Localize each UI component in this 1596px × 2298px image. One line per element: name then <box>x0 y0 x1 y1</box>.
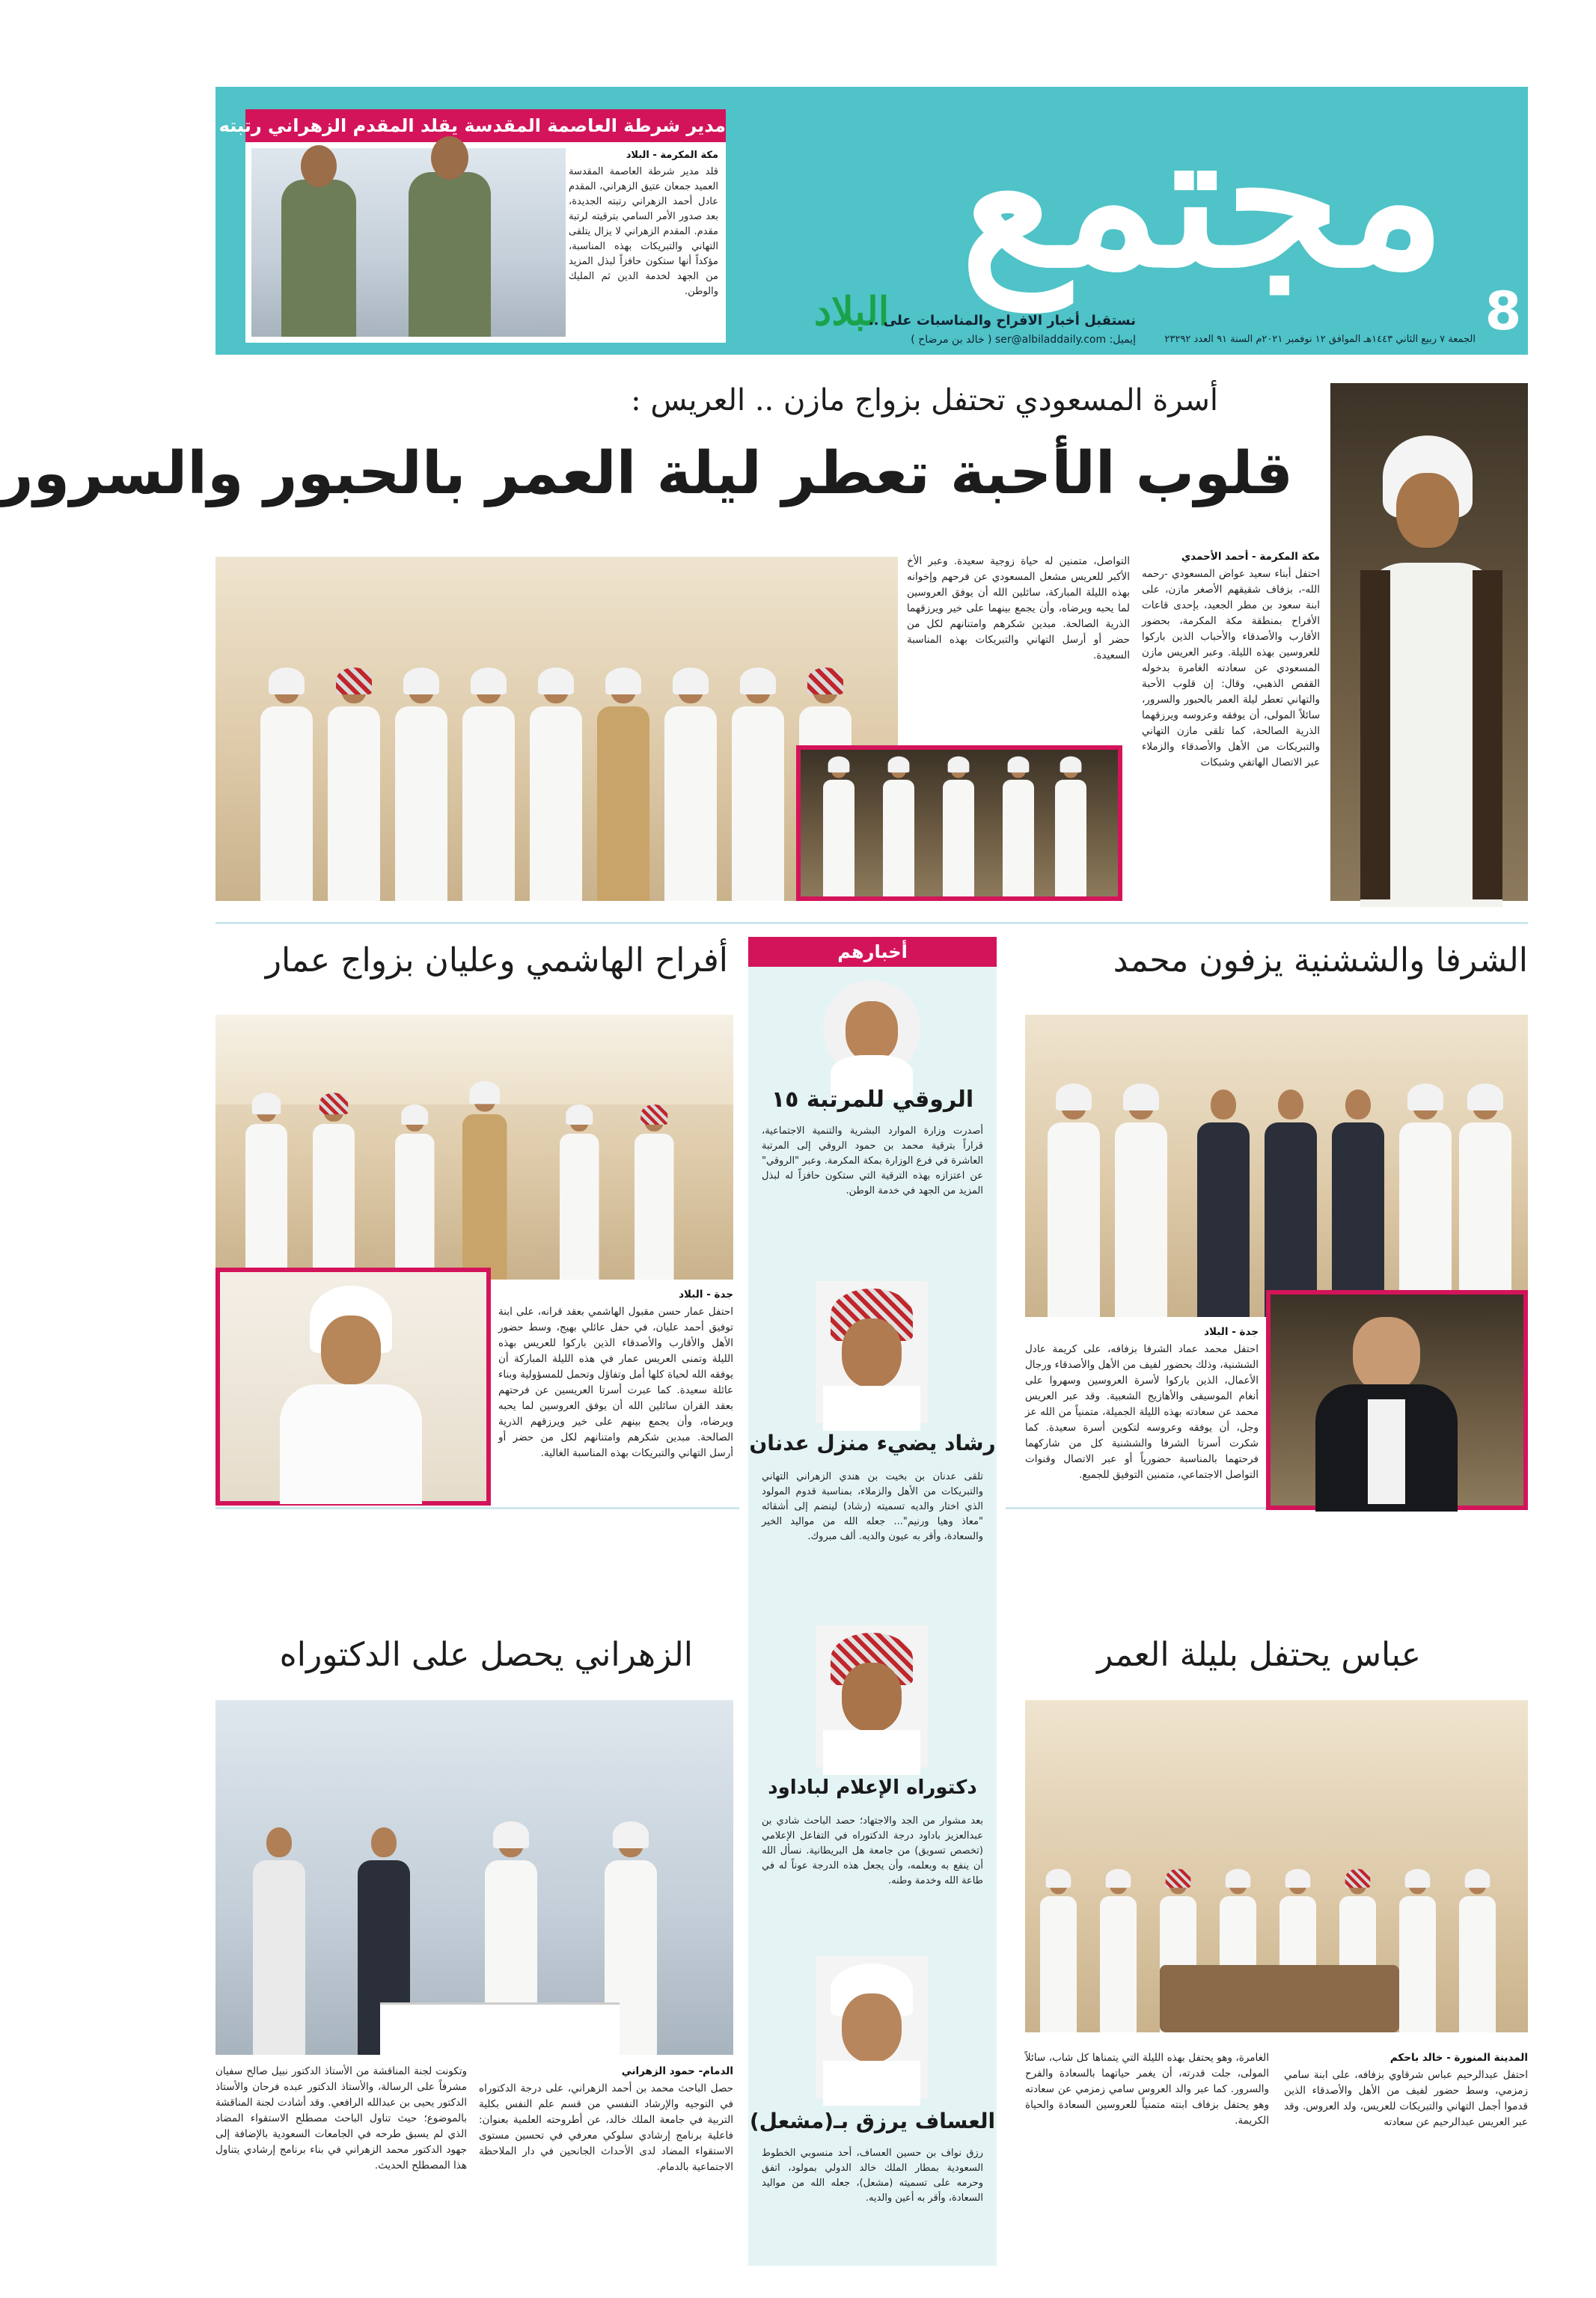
zahrani-body-left: وتكونت لجنة المناقشة من الأستاذ الدكتور نبيل صالح سفيان مشرفاً على الرسالة، والأستاذ الدكتور عبده فرحان والأستاذ الدكتور يحيى بن عبدالله الرافعي. وقد أشادت لجنة المناقشة بالموضوع؛ حيث تناول الباحث مصطلح الاستقواء المضاد الذي لم يسبق طرحه في الجامعات السعودية بالإضافة إلى جهود الدكتور محمد الزهراني في بناء برنامج إرشادي يتناول هذا المصطلح الحديث. <box>215 2065 467 2172</box>
lead-text-left <box>907 554 1130 664</box>
lead-byline: مكة المكرمة - أحمد الأحمدي <box>1181 551 1320 563</box>
news-item-1-photo <box>823 980 920 1078</box>
zahrani-body-right: حصل الباحث محمد بن أحمد الزهراني، على درجة الدكتوراه في التوجيه والإرشاد النفسي من قسم علم النفس بكلية التربية في جامعة الملك خالد، عن أطروحته العلمية بعنوان: فاعلية برنامج إرشادي سلوكي معرفي في تحسين مستوى الاستقواء المضاد لدى الأحداث الجانحين في دار الملاحظة الاجتماعية بالدمام. <box>479 2082 733 2173</box>
zahrani-group-photo <box>215 1700 733 2055</box>
section-divider <box>215 922 1528 924</box>
lead-body-left: التواصل، متمنين له حياة زوجية سعيدة. وعبر الأخ الأكبر للعريس مشعل المسعودي عن فرحهم وإخوانه بهذه الليلة المباركة، سائلين الله أن يوفق العروسين لما يحبه ويرضاه، وأن يجمع بينهما على خير ويرزقهما الذرية الصالحة. مبدين شكرهم وامتنانهم لكل من حضر أو أرسل التهاني والتبريكات بهذه المناسبة السعيدة. <box>907 555 1130 661</box>
sharafa-text <box>1025 1324 1259 1483</box>
section-divider <box>215 1507 739 1509</box>
news-item-2-photo <box>816 1281 928 1423</box>
hashemi-headline: أفراح الهاشمي وعليان بزواج عمار <box>265 941 728 980</box>
abbas-body-right: احتفل عبدالرحيم عباس شرقاوي بزفافه، على ابنة سامي زمزمي، وسط حضور لفيف من الأهل والأصدقاء الذين قدموا أجمل التهاني والتبريكات للعريس، ولد العروس. وقد عبر العريس عبدالرحيم عن سعادته <box>1284 2069 1528 2128</box>
news-item-2-title: رشاد يضيء منزل عدنان <box>749 1431 996 1455</box>
hashemi-text <box>498 1287 733 1461</box>
abbas-group-photo <box>1025 1700 1528 2032</box>
brand-logo: البلاد <box>814 289 890 334</box>
lead-text-right <box>1142 549 1320 771</box>
email-line: إيميل: ser@albiladdaily.com ( خالد بن مرضاح ) <box>911 334 1136 346</box>
page-number: 8 <box>1485 281 1522 342</box>
zahrani-text-left <box>215 2064 467 2174</box>
zahrani-text-right <box>479 2064 733 2175</box>
hashemi-group-photo <box>215 1015 733 1280</box>
news-item-1-title: الروقي للمرتبة ١٥ <box>771 1087 974 1113</box>
hashemi-inset-photo <box>220 1272 486 1501</box>
tagline: نستقبل أخبار الافراح والمناسبات على .. <box>868 313 1136 328</box>
dateline: الجمعة ٧ ربيع الثاني ١٤٤٣هـ الموافق ١٢ نوفمبر ٢٠٢١م السنة ٩١ العدد ٢٣٢٩٢ <box>1164 334 1476 345</box>
abbas-text-left <box>1025 2050 1269 2129</box>
top-news-headline: مدير شرطة العاصمة المقدسة يقلد المقدم الزهراني رتبته الجديدة <box>245 109 726 142</box>
top-news-text <box>569 148 718 299</box>
top-news-photo <box>251 148 566 337</box>
news-item-4-body: رزق نواف بن حسين العساف، أحد منسوبي الخطوط السعودية بمطار الملك خالد الدولي بمولود، اتفق وحرمه على تسميته (مشعل)، جعله الله من مواليد السعادة، وأقر به أعين والديه. <box>762 2148 983 2204</box>
top-news-box <box>148 109 726 343</box>
sharafa-body: احتفل محمد عماد الشرفا بزفافه، على كريمة عادل الششنية، وذلك بحضور لفيف من الأهل والأصدقاء ورجال الأعمال، الذين باركوا لأسرة العروسين وسهروا على أنغام الموسيقى والأهازيج الشعبية. وقد عبر العريس محمد عن سعادته بهذه الليلة الجميلة، متمنياً من الله عز وجل، أن يوفقه وعروسه لتكوين أسرة سعيدة. كما شكرت أسرتا الشرفا والششنية كل من شاركهما فرحتهما بالمناسبة حضورياً أو عبر الاتصال وقنوات التواصل الاجتماعي، متمنين التوفيق للجميع. <box>1025 1343 1259 1481</box>
sharafa-inset-photo <box>1271 1295 1523 1506</box>
sharafa-byline: جدة - البلاد <box>1204 1326 1259 1338</box>
lead-body-right: احتفل أبناء سعيد عواض المسعودي -رحمه الله-، بزفاف شقيقهم الأصغر مازن، على ابنة سعود بن مطر الجعيد، بإحدى قاعات الأفراح بمنطقة مكة المكرمة، بحضور الأقارب والأصدقاء والأحباب الذين باركوا للعروسين بهذه الليلة. وعبر العريس مازن المسعودي عن سعادته الغامرة بدخوله القفص الذهبي، وقال: إن قلوب الأحبة والتهاني تعطر ليلة العمر بالحبور والسرور، سائلاً المولى، أن يوفقه وعروسه ويرزقهما الذرية الصالحة، كما تلقى مازن التهاني والتبريكات من الأهل والأصدقاء والزملاء عبر الاتصال الهاتفي وشبكات <box>1142 568 1320 768</box>
section-title: مجتمع <box>960 89 1446 309</box>
news-column-label: أخبارهم <box>748 937 997 967</box>
zahrani-byline: الدمام- حمود الزهراني <box>621 2065 733 2077</box>
abbas-body-left: الغامرة، وهو يحتفل بهذه الليلة التي يتمناها كل شاب، سائلاً المولى، جلت قدرته، أن يغمر حياتهما بالسعادة والفرح والسرور. كما عبر والد العروس سامي زمزمي عن سعادته وهو يحتفل بزفاف ابنته متمنياً للعروسين السعادة والحياة الكريمة. <box>1025 2052 1269 2127</box>
sharafa-group-photo <box>1025 1015 1528 1317</box>
hashemi-body: احتفل عمار حسن مقبول الهاشمي بعقد قرانه، على ابنة توفيق أحمد عليان، في حفل عائلي بهيج، وسط حضور الأهل والأقارب والأصدقاء الذين باركوا للعريس بهذه الليلة وتمنى العريس عمار في هذه الليلة المباركة أن يوفقه الله لحياة كلها أمل وتفاؤل وتحمل للمسؤولية وبناء عائلة سعيدة. كما عبرت أسرتا العريسين عن فرحتهم بعقد القران سائلين الله أن يوفق العروسين لما يحبه ويرضاه، وأن يجمع بينهم على خير ويرزقهم الذرية الصالحة. مبدين شكرهم وامتنانهم لكل من حضر أو أرسل التهاني والتبريكات بهذه المناسبة الغالية. <box>498 1306 733 1459</box>
news-item-1-body: أصدرت وزارة الموارد البشرية والتنمية الاجتماعية، قراراً بترقية محمد بن حمود الروقي إلى المرتبة العاشرة في فرع الوزارة بمكة المكرمة. وعبر "الروقي" عن اعتزازه بهذه الترقية التي ستكون حافزاً له لبذل المزيد من الجهد في خدمة الوطن. <box>762 1125 983 1197</box>
abbas-text-right <box>1284 2050 1528 2130</box>
top-news-body: قلد مدير شرطة العاصمة المقدسة العميد جمعان عتيق الزهراني، المقدم عادل أحمد الزهراني رتبته الجديدة، بعد صدور الأمر السامي بترقيته لرتبة مقدم. المقدم الزهراني لا يزال يتلقى التهاني والتبريكات بهذه المناسبة، مؤكداً أنها ستكون حافزاً لبذل المزيد من الجهد لخدمة الدين ثم المليك والوطن. <box>569 166 718 297</box>
news-item-3-body: بعد مشوار من الجد والاجتهاد؛ حصد الباحث شادي بن عبدالعزيز باداود درجة الدكتوراه في التفاعل الإعلامي (تخصص تسويق) من جامعة هل البريطانية. نسأل الله أن ينفع به وبعلمه، وأن يجعل هذه الدرجة عوناً له في طاعة الله وخدمة وطنه. <box>762 1815 983 1886</box>
hashemi-byline: جدة - البلاد <box>679 1289 733 1301</box>
news-item-3-photo <box>816 1625 928 1767</box>
lead-headline: قلوب الأحبة تعطر ليلة العمر بالحبور والسرور <box>0 440 1293 507</box>
masthead <box>148 87 1528 355</box>
news-item-4-title: العساف يرزق بـ(مشعل) <box>749 2109 996 2133</box>
abbas-byline: المدينة المنورة - خالد باحكم <box>1389 2052 1528 2064</box>
news-item-4-photo <box>816 1956 928 2098</box>
news-item-2-body: تلقى عدنان بن بخيت بن هندي الزهراني التهاني والتبريكات من الأهل والزملاء، بمناسبة قدوم المولود الذي اختار والديه تسميته (رشاد) لينضم إلى أشقائه "معاذ وهيا ورنيم"... جعله الله من مواليد الخير والسعادة، وأقر به عيون والديه. ألف مبروك. <box>762 1471 983 1542</box>
news-column <box>748 937 997 2266</box>
lead-kicker: أسرة المسعودي تحتفل بزواج مازن .. العريس : <box>631 383 1218 418</box>
sharafa-headline: الشرفا والششنية يزفون محمد <box>1113 941 1528 980</box>
lead-inset-photo <box>801 750 1118 896</box>
groom-portrait-photo <box>1330 383 1528 901</box>
news-item-3-title: دكتوراه الإعلام لباداود <box>768 1776 977 1799</box>
top-news-byline: مكة المكرمة - البلاد <box>626 150 718 161</box>
zahrani-headline: الزهراني يحصل على الدكتوراه <box>279 1636 693 1674</box>
abbas-headline: عباس يحتفل بليلة العمر <box>1097 1636 1421 1674</box>
